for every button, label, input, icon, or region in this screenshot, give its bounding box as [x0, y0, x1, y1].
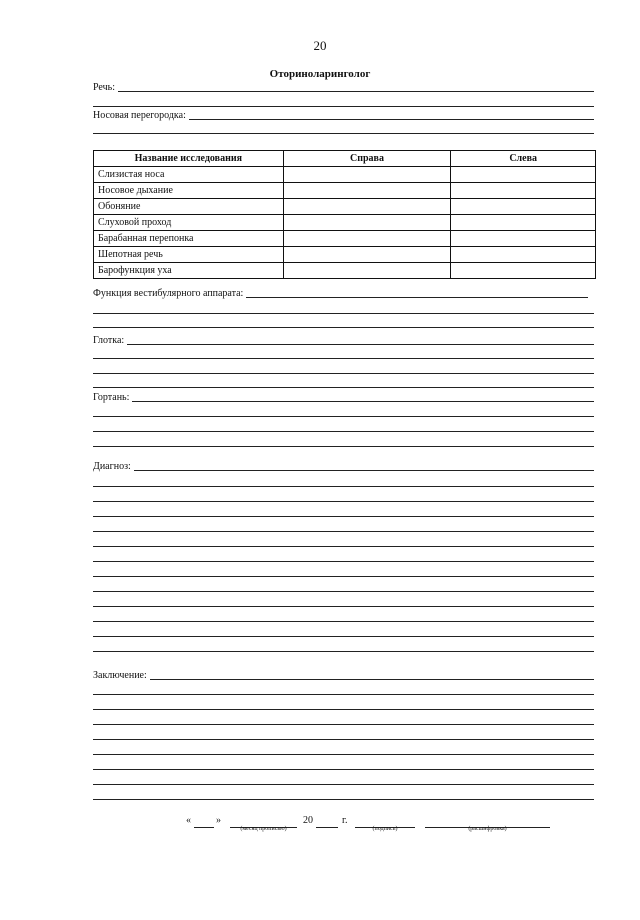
diagnosis-extra-line[interactable] — [93, 516, 594, 517]
page-title: Оториноларинголог — [269, 68, 371, 80]
exam-name-cell: Слизистая носа — [94, 167, 284, 183]
caption-name: (расшифровка) — [468, 826, 507, 832]
exam-name-cell: Носовое дыхание — [94, 183, 284, 199]
open-quote: « — [186, 815, 191, 826]
speech-line[interactable] — [118, 91, 594, 92]
conclusion-field[interactable] — [93, 668, 594, 682]
exam-name-cell: Обоняние — [94, 199, 284, 215]
table-row — [94, 263, 596, 279]
exam-name-cell: Шепотная речь — [94, 247, 284, 263]
diagnosis-line[interactable] — [134, 470, 594, 471]
conclusion-extra-line[interactable] — [93, 799, 594, 800]
nasal-septum-label: Носовая перегородка: — [93, 110, 186, 121]
conclusion-extra-line[interactable] — [93, 724, 594, 725]
diagnosis-extra-line[interactable] — [93, 591, 594, 592]
right-cell[interactable] — [283, 231, 451, 247]
diagnosis-extra-line[interactable] — [93, 546, 594, 547]
left-cell[interactable] — [451, 183, 596, 199]
pharynx-field[interactable] — [93, 333, 594, 347]
larynx-field[interactable] — [93, 390, 594, 404]
column-header-right: Справа — [283, 151, 451, 167]
conclusion-extra-line[interactable] — [93, 769, 594, 770]
vestibular-label: Функция вестибулярного аппарата: — [93, 288, 244, 299]
speech-extra-line[interactable] — [93, 106, 594, 107]
pharynx-extra-line[interactable] — [93, 373, 594, 374]
conclusion-label: Заключение: — [93, 670, 147, 681]
right-cell[interactable] — [283, 215, 451, 231]
table-row — [94, 167, 596, 183]
larynx-extra-line[interactable] — [93, 416, 594, 417]
year-prefix: 20 — [303, 815, 313, 826]
left-cell[interactable] — [451, 167, 596, 183]
nasal-septum-field[interactable] — [93, 108, 594, 122]
diagnosis-extra-line[interactable] — [93, 561, 594, 562]
vestibular-field[interactable] — [93, 286, 588, 300]
conclusion-extra-line[interactable] — [93, 709, 594, 710]
larynx-line[interactable] — [132, 401, 594, 402]
right-cell[interactable] — [283, 263, 451, 279]
right-cell[interactable] — [283, 247, 451, 263]
diagnosis-extra-line[interactable] — [93, 621, 594, 622]
larynx-label: Гортань: — [93, 392, 130, 403]
left-cell[interactable] — [451, 263, 596, 279]
exam-name-cell: Барофункция уха — [94, 263, 284, 279]
table-row — [94, 183, 596, 199]
diagnosis-label: Диагноз: — [93, 461, 131, 472]
table-row — [94, 199, 596, 215]
close-quote: » — [216, 815, 221, 826]
right-cell[interactable] — [283, 167, 451, 183]
diagnosis-extra-line[interactable] — [93, 576, 594, 577]
right-cell[interactable] — [283, 183, 451, 199]
pharynx-label: Глотка: — [93, 335, 125, 346]
exam-name-cell: Барабанная перепонка — [94, 231, 284, 247]
speech-field[interactable] — [93, 80, 594, 94]
table-header-row — [94, 151, 596, 167]
pharynx-extra-line[interactable] — [93, 358, 594, 359]
nasal-septum-line[interactable] — [189, 119, 594, 120]
left-cell[interactable] — [451, 247, 596, 263]
left-cell[interactable] — [451, 199, 596, 215]
vestibular-extra-line[interactable] — [93, 313, 594, 314]
column-header-exam-name: Название исследования — [94, 151, 284, 167]
page-number: 20 — [313, 38, 327, 53]
pharynx-line[interactable] — [127, 344, 594, 345]
diagnosis-field[interactable] — [93, 459, 594, 473]
diagnosis-extra-line[interactable] — [93, 636, 594, 637]
vestibular-line[interactable] — [246, 297, 588, 298]
left-cell[interactable] — [451, 215, 596, 231]
table-row — [94, 247, 596, 263]
larynx-extra-line[interactable] — [93, 431, 594, 432]
conclusion-extra-line[interactable] — [93, 754, 594, 755]
caption-signature: (подпись) — [372, 826, 398, 832]
day-line[interactable] — [194, 827, 214, 828]
diagnosis-extra-line[interactable] — [93, 501, 594, 502]
conclusion-extra-line[interactable] — [93, 784, 594, 785]
year-line[interactable] — [316, 827, 338, 828]
nasal-septum-extra-line[interactable] — [93, 133, 594, 134]
pharynx-extra-line[interactable] — [93, 387, 594, 388]
table-row — [94, 215, 596, 231]
conclusion-line[interactable] — [150, 679, 594, 680]
vestibular-extra-line[interactable] — [93, 327, 594, 328]
year-suffix: г. — [342, 815, 348, 826]
larynx-extra-line[interactable] — [93, 446, 594, 447]
left-cell[interactable] — [451, 231, 596, 247]
examination-table — [93, 150, 596, 279]
conclusion-extra-line[interactable] — [93, 694, 594, 695]
caption-month: (месяц прописью) — [240, 826, 287, 832]
diagnosis-extra-line[interactable] — [93, 606, 594, 607]
table-row — [94, 231, 596, 247]
diagnosis-extra-line[interactable] — [93, 486, 594, 487]
conclusion-extra-line[interactable] — [93, 739, 594, 740]
speech-label: Речь: — [93, 82, 115, 93]
right-cell[interactable] — [283, 199, 451, 215]
column-header-left: Слева — [451, 151, 596, 167]
diagnosis-extra-line[interactable] — [93, 531, 594, 532]
diagnosis-extra-line[interactable] — [93, 651, 594, 652]
exam-name-cell: Слуховой проход — [94, 215, 284, 231]
